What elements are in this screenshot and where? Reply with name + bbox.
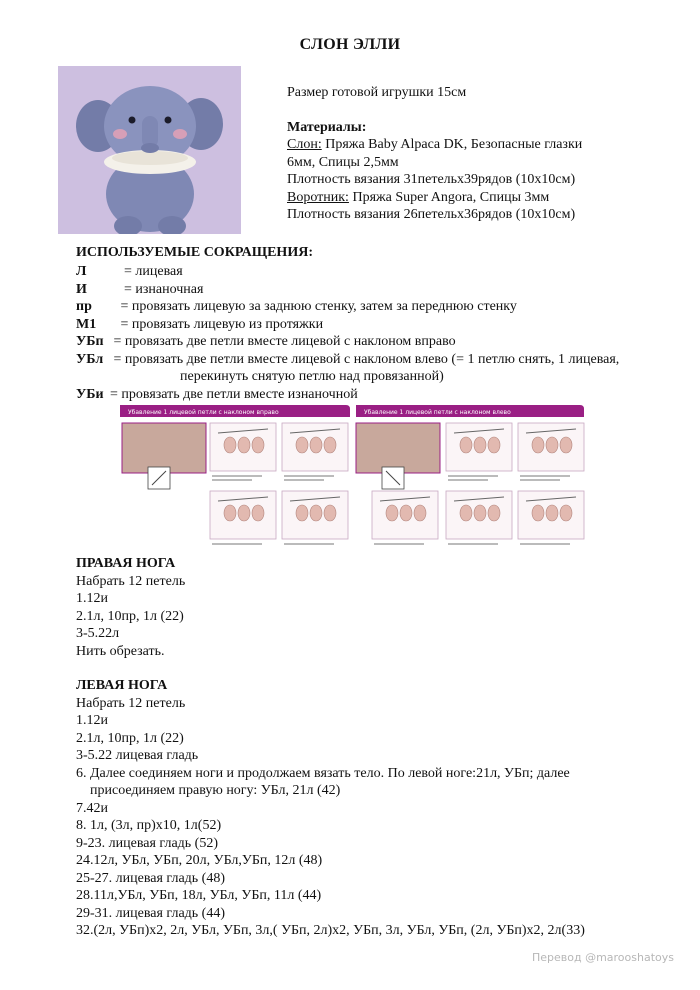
right-leg-line: 2.1л, 10пр, 1л (22): [76, 608, 184, 624]
abbr-row: Л = лицевая: [76, 264, 183, 279]
collar-text: Пряжа Super Angora, Спицы 3мм: [348, 189, 550, 205]
gauge-1: Плотность вязания 31петельх39рядов (10х10см): [287, 172, 576, 187]
abbreviations-list: [76, 263, 676, 403]
left-leg-line: 2.1л, 10пр, 1л (22): [76, 730, 184, 746]
materials-elephant: [287, 136, 667, 154]
left-leg-line: 9-23. лицевая гладь (52): [76, 835, 218, 851]
abbr-row: пр = провязать лицевую за заднюю стенку, затем за переднюю стенку: [76, 299, 517, 314]
abbreviations-heading: ИСПОЛЬЗУЕМЫЕ СОКРАЩЕНИЯ:: [76, 245, 313, 260]
toy-size: Размер готовой игрушки 15см: [287, 85, 467, 100]
right-leg-line: Нить обрезать.: [76, 643, 165, 659]
elephant-illustration: [58, 66, 241, 234]
elephant-text-2: 6мм, Спицы 2,5мм: [287, 154, 399, 170]
left-leg-line: 3-5.22 лицевая гладь: [76, 748, 199, 763]
elephant-label: Слон:: [287, 137, 322, 152]
left-leg-line: 24.12л, УБл, УБп, 20л, УБл,УБп, 12л (48): [76, 853, 323, 868]
elephant-text: Пряжа Baby Alpaca DK, Безопасные глазки: [321, 137, 583, 152]
abbr-row: М1 = провязать лицевую из протяжки: [76, 316, 324, 332]
abbr-row: УБл = провязать две петли вместе лицевой с наклоном влево (= 1 петлю снять, 1 лицевая,: [76, 351, 620, 367]
right-leg-line: Набрать 12 петель: [76, 573, 186, 589]
right-leg-line: 1.12и: [76, 591, 108, 606]
materials-block: [287, 84, 667, 224]
decrease-diagram: [118, 403, 588, 553]
elephant-photo: [58, 66, 241, 234]
left-leg-section: [76, 677, 676, 940]
translator-watermark: Перевод @marooshatoys: [531, 951, 674, 964]
left-leg-line: 7.42и: [76, 800, 108, 816]
diagram-right-title: Убавление 1 лицевой петли с наклоном влево: [364, 409, 511, 416]
abbr-row-continued: перекинуть снятую петлю над провязанной): [180, 369, 444, 384]
left-leg-line: 32.(2л, УБп)х2, 2л, УБл, УБп, 3л,( УБп, 2л)х2, УБп, 3л, УБл, УБп, (2л, УБп)х2, 2л(33): [76, 923, 585, 938]
right-leg-heading: ПРАВАЯ НОГА: [76, 556, 176, 571]
left-leg-line: 29-31. лицевая гладь (44): [76, 905, 225, 921]
materials-heading: Материалы:: [287, 119, 367, 135]
left-leg-line: 1.12и: [76, 713, 108, 728]
left-leg-line: присоединяем правую ногу: УБл, 21л (42): [90, 783, 341, 798]
gauge-2: Плотность вязания 26петельх36рядов (10х10см): [287, 207, 576, 222]
abbr-row: УБи = провязать две петли вместе изнаночной: [76, 386, 358, 402]
left-leg-line: 6. Далее соединяем ноги и продолжаем вязать тело. По левой ноге:21л, УБп; далее: [76, 765, 570, 781]
left-leg-line: 25-27. лицевая гладь (48): [76, 870, 225, 886]
diagram-left-title: Убавление 1 лицевой петли с наклоном вправо: [128, 409, 279, 416]
right-leg-section: [76, 555, 185, 660]
collar-label: Воротник:: [287, 189, 349, 205]
left-leg-line: 8. 1л, (3л, пр)х10, 1л(52): [76, 818, 222, 833]
left-leg-line: Набрать 12 петель: [76, 695, 186, 711]
materials-collar: [287, 189, 667, 207]
page-title: СЛОН ЭЛЛИ: [299, 36, 401, 53]
right-leg-line: 3-5.22л: [76, 626, 120, 641]
left-leg-heading: ЛЕВАЯ НОГА: [76, 678, 168, 693]
abbr-row: УБп = провязать две петли вместе лицевой с наклоном вправо: [76, 334, 456, 349]
abbr-row: И = изнаночная: [76, 281, 204, 297]
left-leg-line: 28.11л,УБл, УБп, 18л, УБл, УБп, 11л (44): [76, 888, 322, 903]
